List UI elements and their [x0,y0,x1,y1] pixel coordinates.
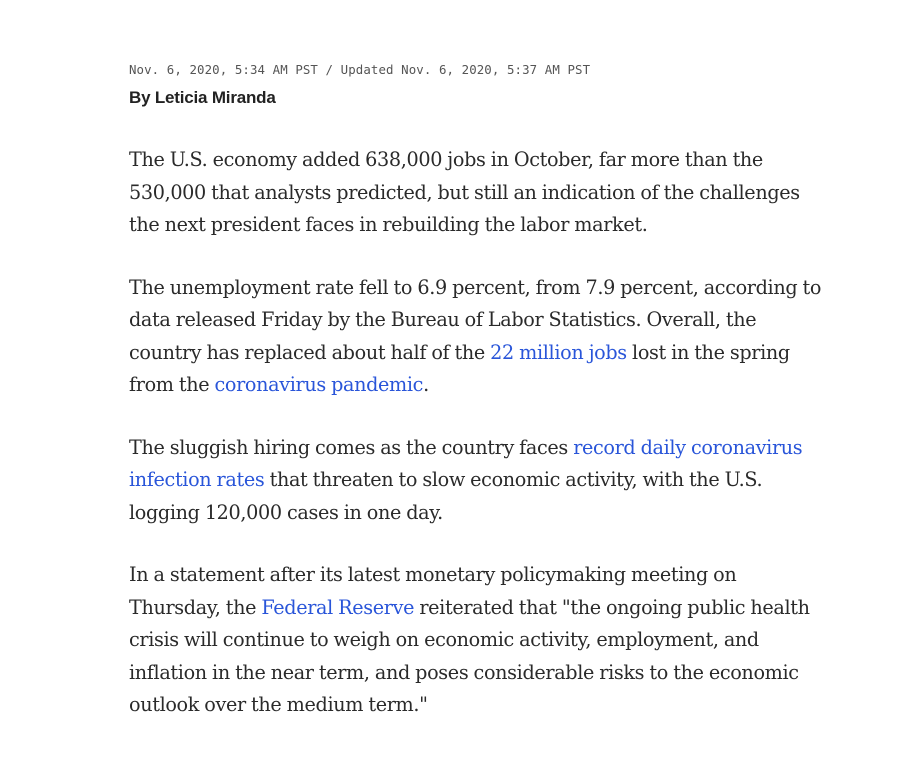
link-coronavirus-pandemic[interactable]: coronavirus pandemic [214,373,424,396]
article-byline: By Leticia Miranda [129,88,276,107]
paragraph-3 [129,432,829,530]
link-federal-reserve[interactable]: Federal Reserve [261,595,415,619]
article-timestamp: Nov. 6, 2020, 5:34 AM PST / Updated Nov. 6, 2020, 5:37 AM PST [129,62,591,77]
paragraph-2-text-1: The unemployment rate fell to 6.9 percent, from 7.9 percent, according to data released Friday by the Bureau of Labor Statistics. Overall, the country has replaced about half of the [129,275,822,364]
paragraph-1 [129,144,829,242]
link-22-million-jobs[interactable]: 22 million jobs [490,340,627,364]
paragraph-2-text-3: . [423,373,429,396]
paragraph-2 [129,272,829,402]
paragraph-4-text-1: In a statement after its latest monetary policymaking meeting on Thursday, the [129,563,737,619]
paragraph-1-text: The U.S. economy added 638,000 jobs in October, far more than the 530,000 that analysts predicted, but still an indication of the challenges the next president faces in rebuilding the labor market. [129,148,800,236]
article-body [129,144,829,722]
paragraph-3-text-1: The sluggish hiring comes as the country faces [129,435,574,459]
link-record-daily-infection-rates[interactable]: record daily coronavirus infection rates [129,435,803,491]
paragraph-4 [129,559,829,722]
paragraph-4-text-2: reiterated that "the ongoing public health crisis will continue to weigh on economic activity, employment, and inflation in the near term, and poses considerable risks to the economic outlook over the medium term." [129,595,810,716]
paragraph-2-text-2: lost in the spring from the [129,340,790,396]
article [129,62,829,752]
paragraph-3-text-2: that threaten to slow economic activity, with the U.S. logging 120,000 cases in one day. [129,468,763,524]
